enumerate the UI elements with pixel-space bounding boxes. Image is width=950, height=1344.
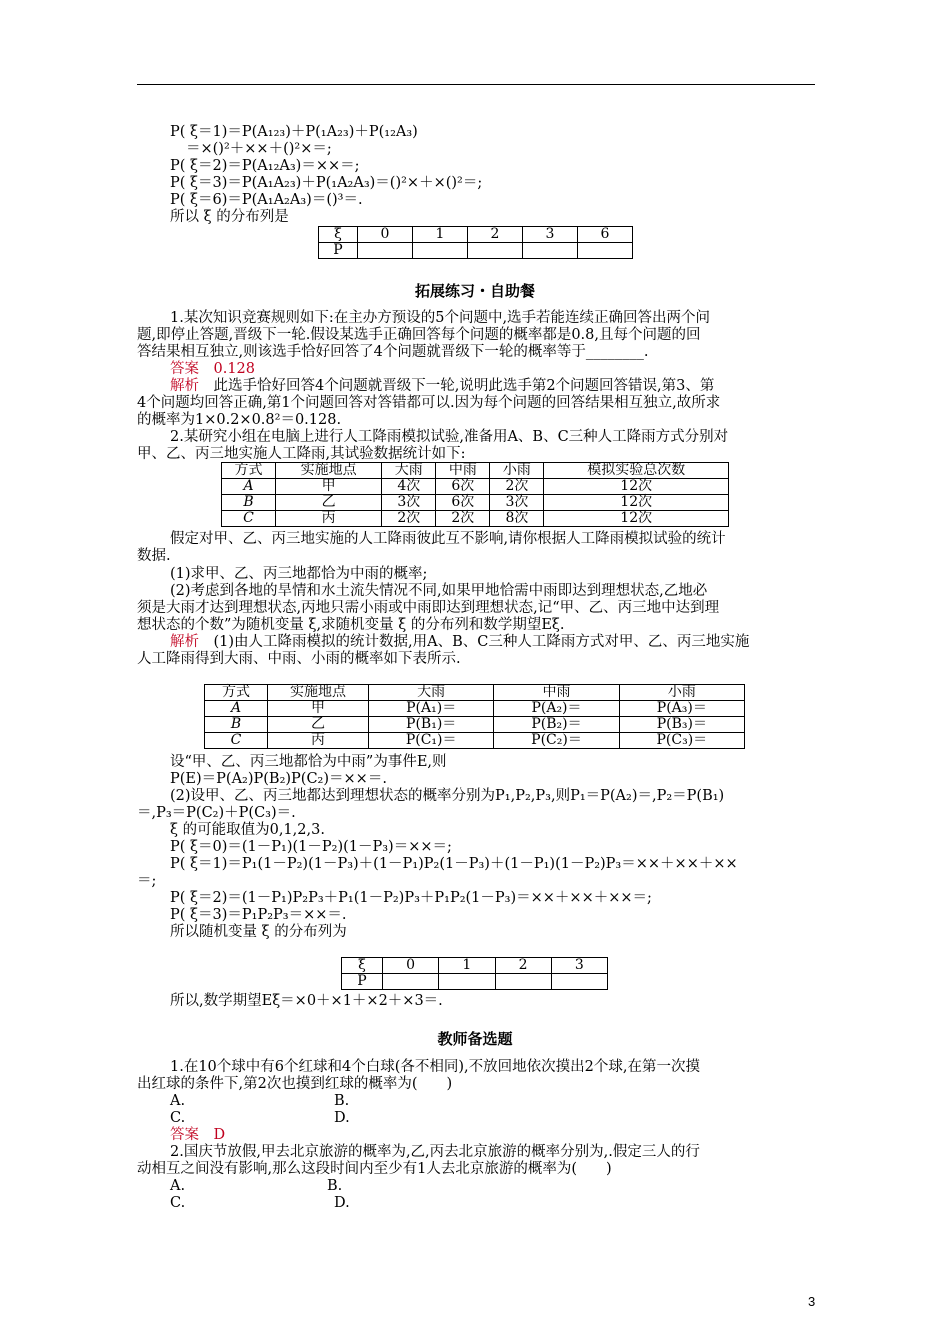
analysis-text: 此选手恰好回答4个问题就晋级下一轮,说明此选手第2个问题回答错误,第3、第 — [213, 378, 715, 394]
table-cell: 乙 — [276, 495, 382, 511]
table-row — [205, 733, 745, 749]
text-line: 出红球的条件下,第2次也摸到红球的概率为( ) — [137, 1076, 453, 1092]
table-cell — [468, 243, 523, 259]
analysis-line — [170, 634, 749, 651]
option-c: C. — [170, 1195, 186, 1211]
table-cell: 2 — [495, 958, 551, 974]
table-cell: 2次 — [490, 479, 544, 495]
text-line: (1)求甲、乙、丙三地都恰为中雨的概率; — [170, 566, 428, 582]
formula-line: P( ξ＝6)＝P(A₁A₂A₃)＝()³＝. — [170, 192, 363, 208]
analysis-label: 解析 — [170, 378, 199, 394]
option-c: C. — [170, 1110, 186, 1126]
text-line: 甲、乙、丙三地实施人工降雨,其试验数据统计如下: — [137, 446, 466, 462]
table-cell: P(C₁)＝ — [369, 733, 494, 749]
option-a: A. — [170, 1178, 186, 1194]
table-cell — [523, 243, 578, 259]
table-header: 大雨 — [369, 685, 494, 701]
table-cell: P — [319, 243, 358, 259]
table-cell: P(B₁)＝ — [369, 717, 494, 733]
formula-line: 所以,数学期望Eξ＝×0＋×1＋×2＋×3＝. — [170, 993, 443, 1009]
table-header: 中雨 — [494, 685, 619, 701]
table-cell: 3次 — [490, 495, 544, 511]
formula-line: P( ξ＝2)＝(1－P₁)P₂P₃＋P₁(1－P₂)P₃＋P₁P₂(1－P₃)＝××＋××＋××＝; — [170, 890, 652, 906]
table-cell: 6次 — [436, 495, 490, 511]
table-row — [205, 685, 745, 701]
option-b: B. — [327, 1178, 343, 1194]
table-row — [222, 463, 729, 479]
table-cell: 丙 — [268, 733, 369, 749]
table-cell — [495, 974, 551, 990]
text-line: 所以 ξ 的分布列是 — [170, 209, 289, 225]
table-cell: C — [205, 733, 268, 749]
table-cell: 3次 — [382, 495, 436, 511]
answer-value: D — [213, 1127, 226, 1143]
text-line: 人工降雨得到大雨、中雨、小雨的概率如下表所示. — [137, 651, 461, 667]
text-line: 数据. — [137, 548, 171, 564]
text-line: 答结果相互独立,则该选手恰好回答了4个问题就晋级下一轮的概率等于________. — [137, 344, 649, 360]
table-header: 大雨 — [382, 463, 436, 479]
table-row — [342, 958, 608, 974]
option-d: D. — [334, 1110, 350, 1126]
text-line: 1.某次知识竞赛规则如下:在主办方预设的5个问题中,选手若能连续正确回答出两个问 — [170, 310, 711, 326]
table-header: 模拟实验总次数 — [544, 463, 729, 479]
table-header: 中雨 — [436, 463, 490, 479]
table-cell: 丙 — [276, 511, 382, 527]
table-row — [205, 717, 745, 733]
text-line: 想状态的个数”为随机变量 ξ,求随机变量 ξ 的分布列和数学期望Eξ. — [137, 617, 565, 633]
table-cell: 4次 — [382, 479, 436, 495]
formula-line: P( ξ＝3)＝P₁P₂P₃＝××＝. — [170, 907, 347, 923]
table-cell: A — [205, 701, 268, 717]
section-title: 拓展练习・自助餐 — [414, 282, 535, 300]
table-cell — [413, 243, 468, 259]
table-cell: 1 — [413, 227, 468, 243]
answer-line — [170, 1127, 225, 1144]
analysis-label: 解析 — [170, 634, 199, 650]
table-cell: 3 — [551, 958, 607, 974]
formula-line: P( ξ＝1)＝P₁(1－P₂)(1－P₃)＋(1－P₁)P₂(1－P₃)＋(1－P₁)(1－P₂)P₃＝××＋××＋×× — [170, 856, 738, 872]
table-cell: 2 — [468, 227, 523, 243]
table-row — [222, 511, 729, 527]
table-header: 小雨 — [490, 463, 544, 479]
table-cell: P(C₃)＝ — [619, 733, 744, 749]
table-cell: B — [205, 717, 268, 733]
text-line: 的概率为1×0.2×0.8²＝0.128. — [137, 412, 342, 428]
table-cell: B — [222, 495, 276, 511]
answer-line — [170, 361, 255, 378]
table-header: 实施地点 — [268, 685, 369, 701]
distribution-table-2 — [341, 957, 608, 990]
table-cell — [358, 243, 413, 259]
text-line: ＝,P₃＝P(C₂)＋P(C₃)＝. — [137, 805, 296, 821]
formula-line: P(E)＝P(A₂)P(B₂)P(C₂)＝××＝. — [170, 771, 387, 787]
text-line: (2)设甲、乙、丙三地都达到理想状态的概率分别为P₁,P₂,P₃,则P₁＝P(A₂)＝,P₂＝P(B₁) — [170, 788, 725, 804]
table-cell: ξ — [319, 227, 358, 243]
text-line: 动相互之间没有影响,那么这段时间内至少有1人去北京旅游的概率为( ) — [137, 1161, 612, 1177]
table-header: 方式 — [222, 463, 276, 479]
table-row — [319, 243, 633, 259]
table-row — [319, 227, 633, 243]
experiment-table — [221, 462, 729, 527]
table-row — [205, 701, 745, 717]
table-cell: 1 — [439, 958, 495, 974]
table-cell: 0 — [383, 958, 439, 974]
text-line: 设“甲、乙、丙三地都恰为中雨”为事件E,则 — [170, 754, 447, 770]
table-cell: P(A₃)＝ — [619, 701, 744, 717]
option-b: B. — [334, 1093, 350, 1109]
table-cell — [439, 974, 495, 990]
table-cell: ξ — [342, 958, 383, 974]
table-cell — [578, 243, 633, 259]
table-cell: P(B₂)＝ — [494, 717, 619, 733]
formula-line: P( ξ＝0)＝(1－P₁)(1－P₂)(1－P₃)＝××＝; — [170, 839, 452, 855]
probability-table — [204, 684, 745, 749]
analysis-line — [170, 378, 714, 395]
header-rule — [137, 84, 815, 85]
table-cell: P(C₂)＝ — [494, 733, 619, 749]
table-cell — [551, 974, 607, 990]
table-cell: 3 — [523, 227, 578, 243]
table-cell: 2次 — [436, 511, 490, 527]
table-header: 实施地点 — [276, 463, 382, 479]
formula-line: P( ξ＝2)＝P(A₁₂A₃)＝××＝; — [170, 158, 360, 174]
table-cell: 6 — [578, 227, 633, 243]
analysis-text: (1)由人工降雨模拟的统计数据,用A、B、C三种人工降雨方式对甲、乙、丙三地实施 — [213, 634, 750, 650]
table-cell: P(B₃)＝ — [619, 717, 744, 733]
table-cell: 0 — [358, 227, 413, 243]
table-cell: P(A₁)＝ — [369, 701, 494, 717]
table-row — [342, 974, 608, 990]
table-cell: 12次 — [544, 511, 729, 527]
text-line: ξ 的可能取值为0,1,2,3. — [170, 822, 325, 838]
option-a: A. — [170, 1093, 186, 1109]
page-number: 3 — [808, 1294, 816, 1309]
table-header: 小雨 — [619, 685, 744, 701]
text-line: (2)考虑到各地的旱情和水土流失情况不同,如果甲地恰需中雨即达到理想状态,乙地必 — [170, 583, 708, 599]
formula-line: P( ξ＝3)＝P(A₁A₂₃)＋P(₁A₂A₃)＝()²×＋×()²＝; — [170, 175, 483, 191]
formula-line: P( ξ＝1)＝P(A₁₂₃)＋P(₁A₂₃)＋P(₁₂A₃) — [170, 124, 418, 140]
text-line: 题,即停止答题,晋级下一轮.假设某选手正确回答每个问题的概率都是0.8,且每个问题的回 — [137, 327, 701, 343]
text-line: 须是大雨才达到理想状态,丙地只需小雨或中雨即达到理想状态,记“甲、乙、丙三地中达到理 — [137, 600, 720, 616]
answer-value: 0.128 — [213, 361, 256, 377]
answer-label: 答案 — [170, 361, 199, 377]
table-row — [222, 495, 729, 511]
table-cell: 12次 — [544, 479, 729, 495]
table-cell: 甲 — [268, 701, 369, 717]
table-cell: P(A₂)＝ — [494, 701, 619, 717]
table-cell: 12次 — [544, 495, 729, 511]
table-cell: 甲 — [276, 479, 382, 495]
formula-line: ＝×()²＋××＋()²×＝; — [186, 141, 332, 157]
text-line: 假定对甲、乙、丙三地实施的人工降雨彼此互不影响,请你根据人工降雨模拟试验的统计 — [170, 531, 726, 547]
table-cell: 8次 — [490, 511, 544, 527]
table-cell — [383, 974, 439, 990]
table-cell: A — [222, 479, 276, 495]
formula-line: ＝; — [137, 873, 157, 889]
distribution-table-1 — [318, 226, 633, 259]
answer-label: 答案 — [170, 1127, 199, 1143]
text-line: 2.某研究小组在电脑上进行人工降雨模拟试验,准备用A、B、C三种人工降雨方式分别对 — [170, 429, 729, 445]
text-line: 4个问题均回答正确,第1个问题回答对答错都可以.因为每个问题的回答结果相互独立,故所求 — [137, 395, 721, 411]
table-cell: P — [342, 974, 383, 990]
table-cell: 乙 — [268, 717, 369, 733]
section-title: 教师备选题 — [437, 1030, 513, 1048]
table-row — [222, 479, 729, 495]
option-d: D. — [334, 1195, 350, 1211]
text-line: 所以随机变量 ξ 的分布列为 — [170, 924, 347, 940]
table-header: 方式 — [205, 685, 268, 701]
text-line: 1.在10个球中有6个红球和4个白球(各不相同),不放回地依次摸出2个球,在第一次摸 — [170, 1059, 700, 1075]
table-cell: 6次 — [436, 479, 490, 495]
table-cell: 2次 — [382, 511, 436, 527]
table-cell: C — [222, 511, 276, 527]
text-line: 2.国庆节放假,甲去北京旅游的概率为,乙,丙去北京旅游的概率分别为,.假定三人的行 — [170, 1144, 700, 1160]
